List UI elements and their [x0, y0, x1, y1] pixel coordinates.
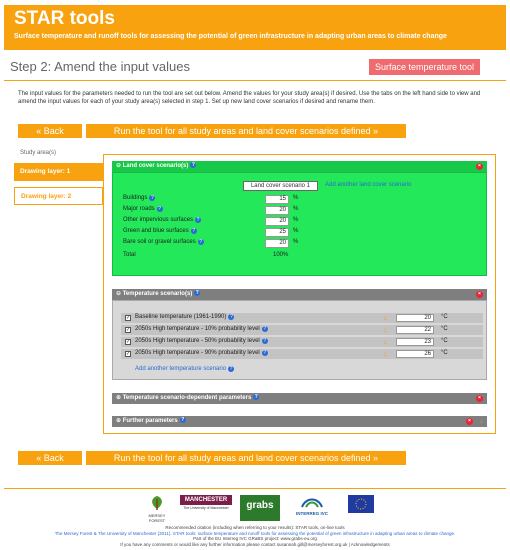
study-areas-label: Study area(s) — [20, 150, 57, 156]
close-icon[interactable]: × — [476, 291, 483, 298]
total-label: Total — [123, 252, 136, 258]
interreg-text: INTERREG IVC — [295, 511, 328, 516]
divider — [4, 80, 506, 81]
help-icon[interactable]: ? — [230, 314, 233, 320]
footer-citation-link[interactable]: The Mersey Forest & The University of Manchester (2011). STAR tools: surface temperature and runoff tools for assessing the potential of green infrastructure in adapting urban areas to climate change. — [54, 530, 456, 536]
unit-label: % — [293, 239, 299, 245]
temperature-header-label: Temperature scenario(s) — [122, 291, 193, 297]
back-button[interactable]: « Back — [18, 451, 82, 465]
arrow-down-icon[interactable]: ↓ — [479, 418, 483, 425]
buildings-input[interactable]: 15 — [265, 195, 289, 204]
step-title: Step 2: Amend the input values — [10, 59, 190, 74]
checkbox[interactable]: ✓ — [126, 339, 131, 345]
expand-icon: ⊕ — [116, 418, 123, 424]
unit-label: °C — [441, 314, 448, 320]
temperature-input[interactable]: 22 — [396, 326, 434, 334]
grabs-logo[interactable]: grabs — [240, 495, 280, 521]
row-label: Major roads — [123, 206, 155, 212]
action-row-top — [18, 124, 496, 138]
collapse-icon: ⊖ — [116, 163, 123, 169]
arrow-down-icon[interactable]: ↓ — [383, 325, 387, 334]
land-cover-row — [123, 228, 323, 237]
arrow-down-icon[interactable]: ↓ — [383, 313, 387, 322]
row-label: Bare soil or gravel surfaces — [123, 239, 196, 245]
temperature-input[interactable]: 20 — [396, 314, 434, 322]
footer — [4, 488, 506, 548]
footer-line-4: If you have any comments or would like any further information please contact susannah.gill@merseyforest.org.uk | Acknowledgements — [120, 541, 390, 547]
help-icon[interactable]: ? — [158, 206, 162, 212]
app-header — [4, 5, 506, 50]
help-icon[interactable]: ? — [191, 162, 195, 169]
major-roads-input[interactable]: 20 — [265, 206, 289, 215]
run-tool-button[interactable]: Run the tool for all study areas and land cover scenarios defined » — [86, 124, 406, 138]
temperature-panel — [112, 300, 487, 380]
step-row — [4, 56, 506, 78]
help-icon[interactable]: ? — [263, 350, 267, 356]
land-cover-row — [123, 195, 323, 204]
manchester-text: MANCHESTER — [180, 495, 232, 505]
land-cover-panel-header[interactable] — [112, 161, 487, 172]
collapse-icon: ⊖ — [116, 291, 123, 297]
tree-icon — [147, 495, 167, 511]
unit-label: °C — [441, 326, 448, 332]
row-label: Buildings — [123, 195, 148, 201]
land-cover-header-label: Land cover scenario(s) — [122, 163, 189, 169]
footer-line-1: Recommended citation (including when referring to your results): STAR tools, on-line tools — [165, 525, 345, 530]
total-value: 100% — [273, 252, 289, 258]
unit-label: % — [293, 195, 299, 201]
row-label: 2050s High temperature - 90% probability level — [135, 350, 260, 356]
further-parameters-label: Further parameters — [122, 418, 178, 424]
land-cover-row — [123, 206, 323, 215]
tab-drawing-layer-1[interactable]: Drawing layer: 1 — [14, 163, 103, 181]
partner-logos — [132, 495, 392, 523]
unit-label: % — [293, 217, 299, 223]
dependent-parameters-panel-header[interactable] — [112, 393, 487, 404]
temperature-row — [121, 337, 483, 347]
manchester-logo[interactable] — [180, 495, 232, 521]
mersey-forest-text: MERSEY FOREST — [148, 513, 166, 523]
action-row-bottom — [18, 451, 496, 465]
help-icon[interactable]: ? — [195, 290, 199, 297]
land-cover-panel — [112, 172, 487, 276]
unit-label: °C — [441, 350, 448, 356]
app-title: STAR tools — [14, 8, 115, 29]
temperature-row — [121, 349, 483, 359]
eu-flag-logo[interactable] — [346, 495, 376, 521]
checkbox[interactable]: ✓ — [126, 327, 131, 333]
row-label: 2050s High temperature - 10% probability level — [135, 326, 260, 332]
expand-icon: ⊕ — [116, 395, 123, 401]
unit-label: % — [293, 228, 299, 234]
temperature-input[interactable]: 23 — [396, 338, 434, 346]
close-icon[interactable]: × — [466, 418, 473, 425]
help-icon[interactable]: ? — [229, 366, 233, 372]
tab-drawing-layer-2[interactable]: Drawing layer: 2 — [14, 187, 103, 205]
add-temperature-scenario-link[interactable] — [135, 366, 234, 372]
other-impervious-input[interactable]: 20 — [265, 217, 289, 226]
row-label: Other impervious surfaces — [123, 217, 194, 223]
help-icon[interactable]: ? — [150, 195, 154, 201]
help-icon[interactable]: ? — [254, 394, 258, 401]
eu-flag-icon — [348, 495, 374, 513]
add-land-cover-scenario-link[interactable]: Add another land cover scenario — [325, 182, 412, 188]
temperature-panel-header[interactable] — [112, 289, 487, 300]
row-label: Green and blue surfaces — [123, 228, 189, 234]
help-icon[interactable]: ? — [196, 217, 200, 223]
university-text: The University of Manchester — [183, 506, 229, 510]
help-icon[interactable]: ? — [192, 228, 196, 234]
back-button[interactable]: « Back — [18, 124, 82, 138]
row-label: 2050s High temperature - 50% probability level — [135, 338, 260, 344]
intro-text: The input values for the parameters needed to run the tool are set out below. Amend the values for your study area(s) if desired. Use the tabs on the left hand side to view and amend the input values for each of your study area(s) selected in step 1. Set up new land cover scenarios if desired and rename them. — [18, 91, 481, 105]
green-blue-input[interactable]: 25 — [265, 228, 289, 237]
checkbox[interactable]: ✓ — [126, 315, 131, 321]
total-row — [123, 252, 323, 261]
help-icon[interactable]: ? — [181, 417, 185, 424]
interreg-arc-icon — [300, 495, 324, 509]
mersey-forest-logo[interactable] — [140, 495, 174, 521]
further-parameters-panel-header[interactable] — [112, 416, 487, 427]
help-icon[interactable]: ? — [263, 338, 267, 344]
arrow-down-icon[interactable]: ↓ — [383, 349, 387, 358]
help-icon[interactable]: ? — [263, 326, 267, 332]
row-label: Baseline temperature (1961-1990) — [135, 314, 227, 320]
footer-line-3: Part of the EU Interreg IVC GRaBS project: www.grabs-eu.org — [193, 536, 317, 541]
close-icon[interactable]: × — [476, 163, 483, 170]
bare-soil-input[interactable]: 20 — [265, 239, 289, 248]
add-temperature-scenario-label: Add another temperature scenario — [135, 366, 227, 372]
surface-temperature-tool-button[interactable]: Surface temperature tool — [369, 59, 480, 75]
interreg-logo[interactable] — [288, 495, 336, 521]
land-cover-row — [123, 239, 323, 248]
dependent-parameters-label: Temperature scenario-dependent parameters — [122, 395, 252, 401]
temperature-row — [121, 325, 483, 335]
footer-text — [4, 525, 506, 547]
checkbox[interactable]: ✓ — [126, 351, 131, 357]
unit-label: % — [293, 206, 299, 212]
temperature-row — [121, 313, 483, 323]
help-icon[interactable]: ? — [199, 239, 203, 245]
unit-label: °C — [441, 338, 448, 344]
scenario-name-input[interactable]: Land cover scenario 1 — [243, 181, 318, 191]
arrow-down-icon[interactable]: ↓ — [383, 337, 387, 346]
close-icon[interactable]: × — [476, 395, 483, 402]
temperature-input[interactable]: 26 — [396, 350, 434, 358]
run-tool-button[interactable]: Run the tool for all study areas and land cover scenarios defined » — [86, 451, 406, 465]
app-subtitle: Surface temperature and runoff tools for assessing the potential of green infrastructure in adapting urban areas to climate change — [14, 33, 447, 40]
land-cover-row — [123, 217, 323, 226]
